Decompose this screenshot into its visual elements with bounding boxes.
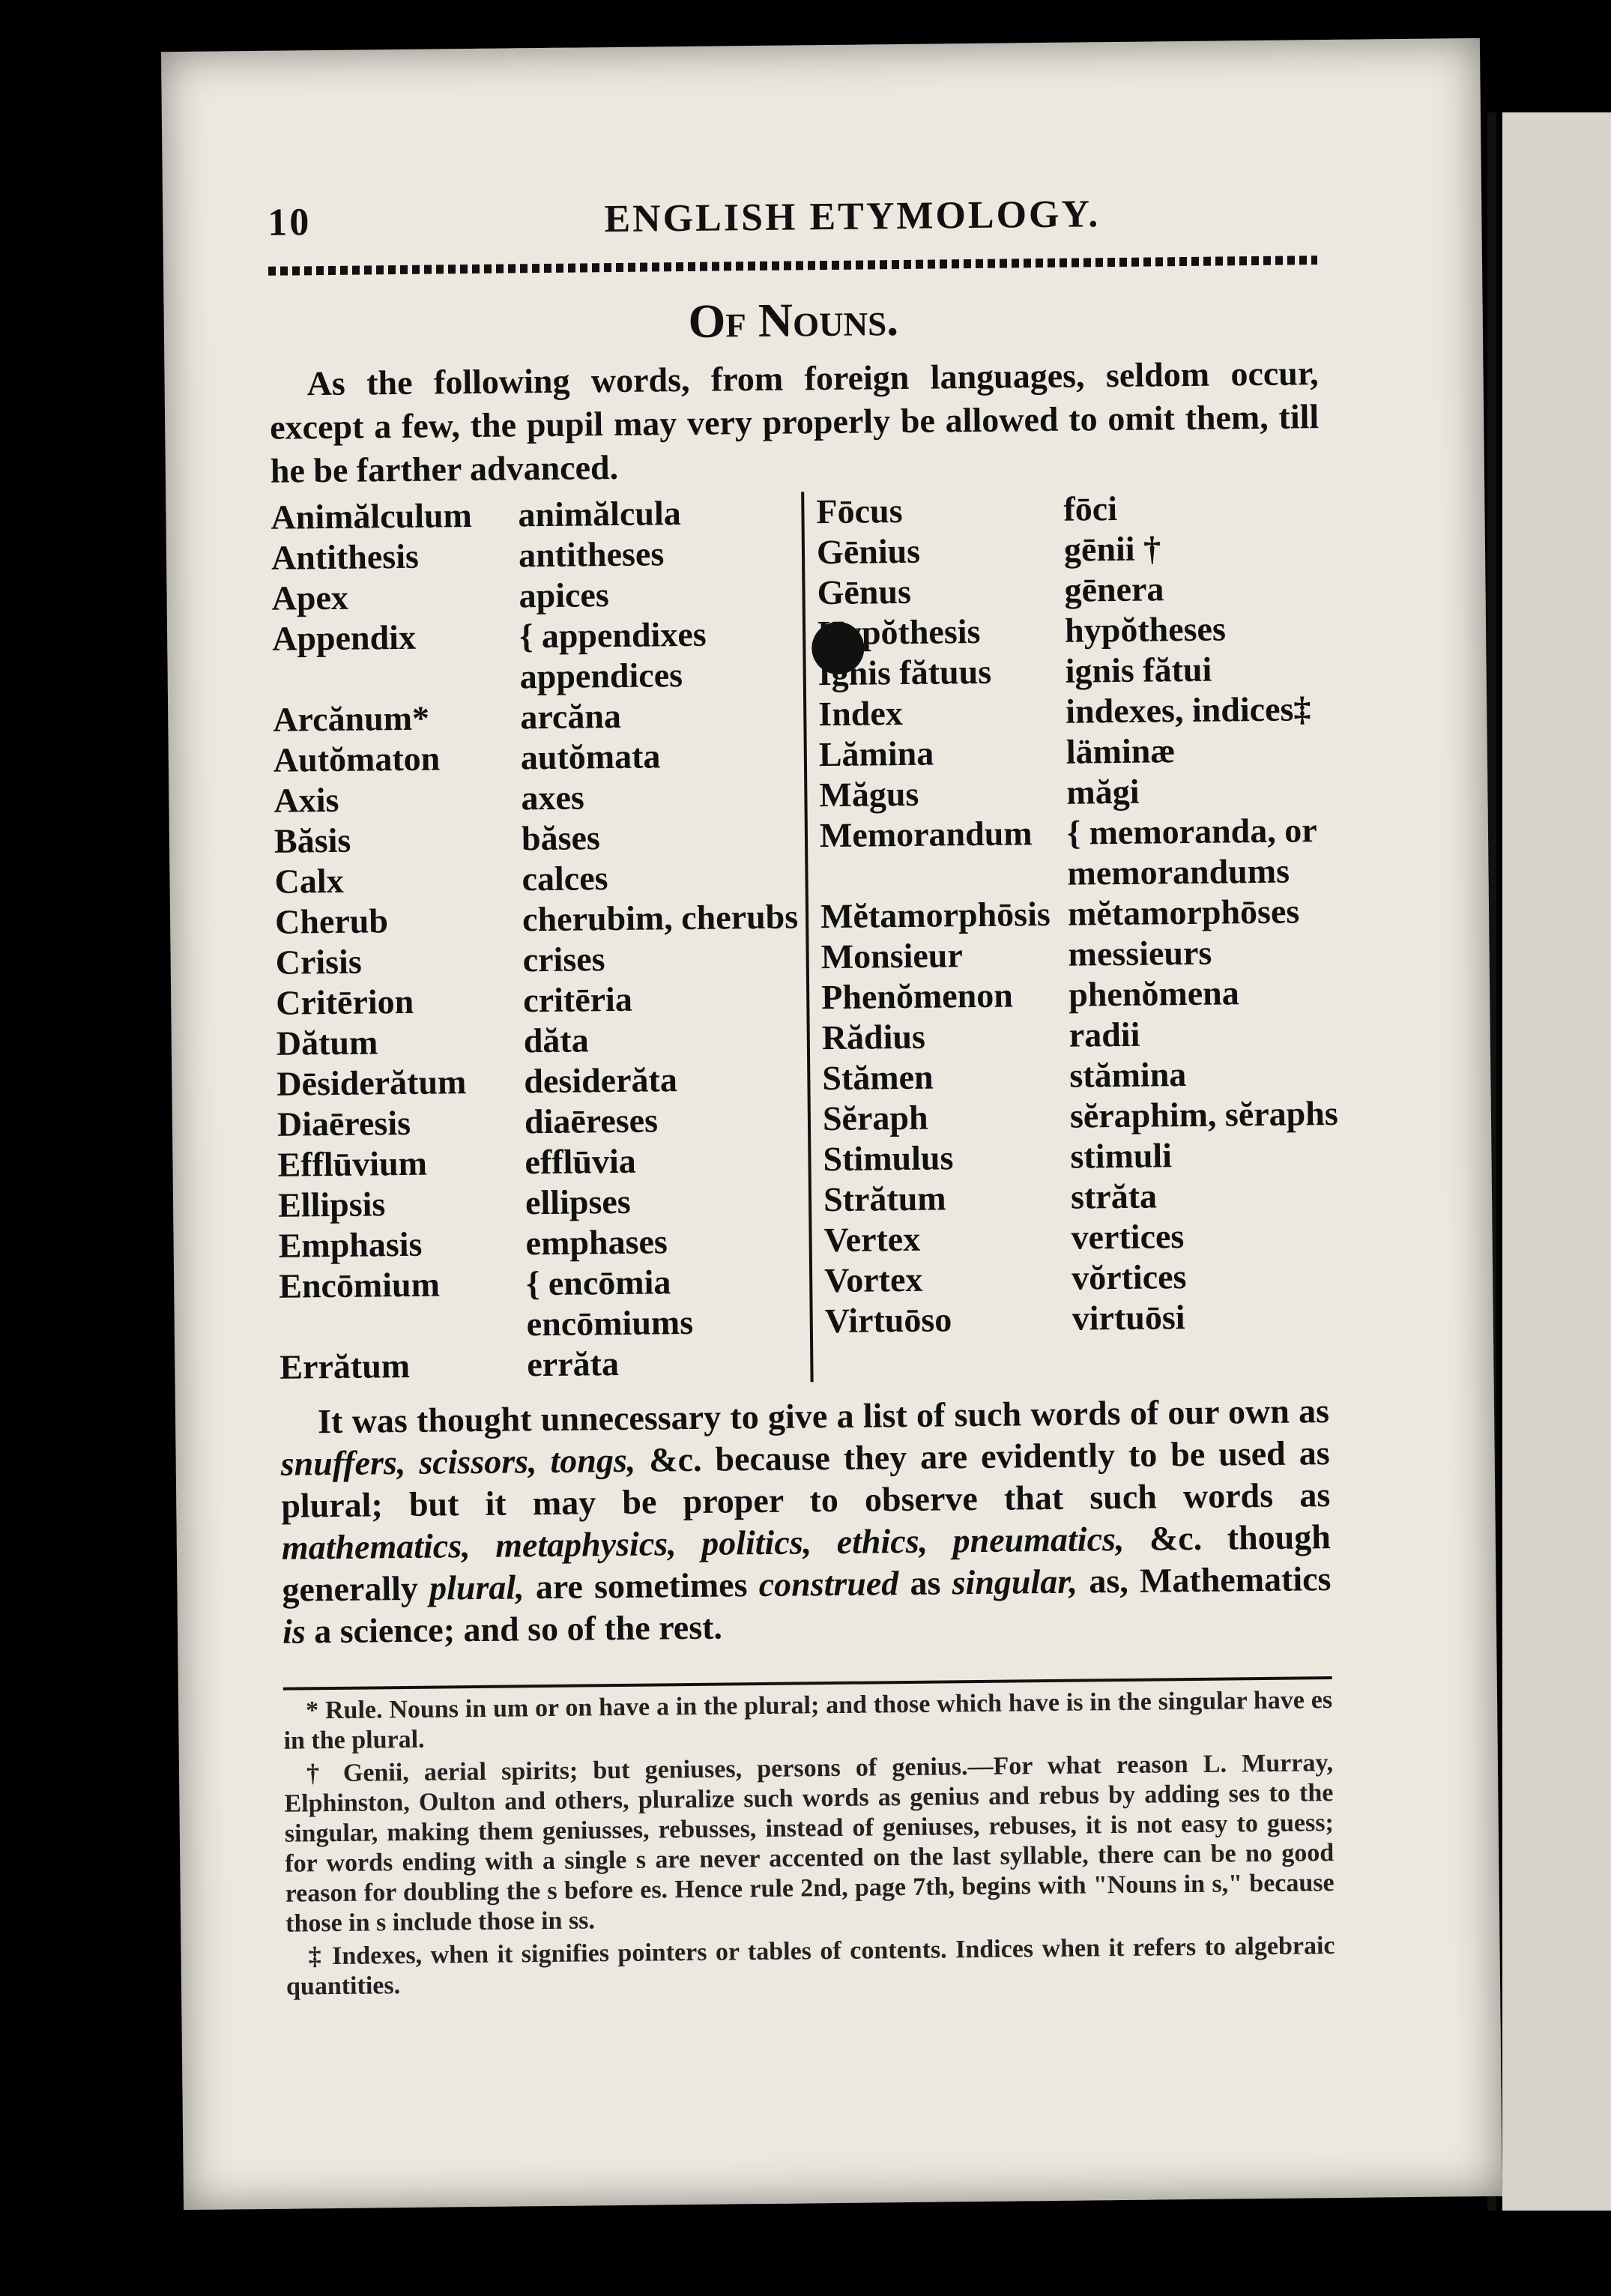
- left-column: [270, 492, 813, 1387]
- plural-form: stimuli: [1070, 1136, 1173, 1176]
- plural-form: vŏrtices: [1071, 1257, 1187, 1297]
- plural-form: antitheses: [518, 534, 665, 575]
- singular-form: [279, 1304, 528, 1347]
- word-row: [277, 1139, 801, 1185]
- plural-form: { appendixes: [519, 614, 707, 656]
- word-row: [820, 891, 1336, 937]
- plural-form: animălcula: [518, 494, 681, 534]
- singular-form: Sĕraph: [822, 1098, 928, 1138]
- footnotes: [283, 1685, 1335, 2002]
- para-text: are sometimes: [524, 1565, 759, 1607]
- word-row: [275, 896, 799, 942]
- word-row: [823, 1134, 1338, 1179]
- para-text: as, Mathematics: [1077, 1559, 1332, 1601]
- plural-form: fōci: [1063, 489, 1118, 528]
- word-table: [270, 486, 1338, 1388]
- singular-form: Cherub: [274, 901, 389, 941]
- word-row: [822, 1012, 1338, 1058]
- footnote-star: * Rule. Nouns in um or on have a in the plural; and those which have is in the singular have es in the plural.: [283, 1686, 1333, 1755]
- plural-form: stămina: [1069, 1055, 1187, 1095]
- plural-form: axes: [521, 778, 585, 818]
- word-row: [824, 1255, 1340, 1301]
- singular-form: Gēnus: [817, 572, 912, 612]
- singular-form: Emphasis: [278, 1224, 423, 1265]
- singular-form: Dēsiderătum: [276, 1063, 467, 1103]
- word-row: [279, 1341, 803, 1387]
- singular-form: Virtuōso: [824, 1300, 952, 1341]
- singular-form: Strătum: [823, 1179, 946, 1219]
- word-row: [276, 977, 800, 1023]
- singular-form: Antithesis: [270, 537, 420, 577]
- word-row: [817, 567, 1332, 613]
- word-row: [271, 573, 795, 618]
- plural-form: phenŏmena: [1068, 973, 1239, 1014]
- plural-form: vertices: [1071, 1217, 1185, 1257]
- para-italic: is: [282, 1612, 306, 1651]
- plural-form: hypŏtheses: [1064, 609, 1227, 650]
- plural-form: apices: [519, 575, 609, 615]
- word-row: [818, 689, 1334, 734]
- singular-form: Stimulus: [823, 1138, 954, 1179]
- singular-form: Phenŏmenon: [820, 976, 1014, 1017]
- plural-form: măgi: [1066, 772, 1140, 812]
- plural-form: străta: [1070, 1176, 1158, 1216]
- singular-form: Monsieur: [820, 936, 964, 976]
- plural-form: läminæ: [1066, 731, 1176, 771]
- plural-form: radii: [1069, 1015, 1140, 1054]
- singular-form: Critērion: [275, 982, 414, 1022]
- singular-form: Lămina: [818, 734, 934, 774]
- word-row: [279, 1260, 803, 1306]
- para-italic: construed: [758, 1564, 899, 1604]
- singular-form: Calx: [274, 861, 344, 901]
- plural-form: indexes, indices‡: [1065, 689, 1311, 731]
- para-text: &c. because they are evidently to be used as plural; but it may be proper to observe that such words as: [281, 1434, 1331, 1525]
- book-page: [161, 38, 1502, 2210]
- singular-form: Măgus: [819, 774, 919, 815]
- plural-form: efflūvia: [525, 1141, 636, 1182]
- word-row: [820, 931, 1336, 977]
- word-row: [275, 937, 799, 982]
- intro-paragraph: As the following words, from foreign languages, seldom occur, except a few, the pupil may very properly be allowed to omit them, till he be farther advanced.: [269, 354, 1320, 490]
- word-row: [820, 851, 1335, 896]
- word-row: [279, 1301, 803, 1347]
- plural-form: { memoranda, or: [1066, 811, 1317, 852]
- plural-form: memorandums: [1067, 851, 1290, 892]
- plural-form: critēria: [522, 979, 633, 1020]
- plural-form: appendices: [519, 656, 683, 696]
- footnote-dagger: † Genii, aerial spirits; but geniuses, persons of genius.—For what reason L. Murray, Elphinston, Oulton and others, pluralize such words as genius and rebus by adding ses to the singular, making them geniusses, rebusses, instead of geniuses, rebuses, it is not easy to guess; for words ending with a single s are never accented on the last syllable, there can be no good reason for doubling the s before es. Hence rule 2nd, page 7th, begins with "Nouns in s," because those in s include those in ss.: [284, 1749, 1335, 1938]
- plural-form: gēnera: [1064, 570, 1164, 609]
- word-row: [273, 775, 797, 821]
- word-row: [823, 1215, 1339, 1260]
- word-row: [821, 972, 1337, 1018]
- singular-form: Appendix: [271, 617, 417, 658]
- word-row: [822, 1053, 1338, 1099]
- para-text: a science; and so of the rest.: [305, 1607, 723, 1651]
- adjacent-page-edge: [1502, 112, 1611, 2211]
- plural-form: dăta: [523, 1021, 589, 1060]
- para-italic: singular,: [952, 1562, 1078, 1602]
- word-row: [272, 613, 796, 659]
- word-row: [819, 770, 1335, 815]
- plural-form: gēnii †: [1063, 529, 1161, 569]
- plural-form: sĕraphim, sĕraphs: [1069, 1093, 1338, 1135]
- word-row: [823, 1174, 1339, 1220]
- singular-form: Memorandum: [819, 814, 1033, 855]
- plural-form: virtuōsi: [1072, 1298, 1185, 1338]
- word-row: [271, 532, 795, 578]
- para-italic: plural,: [429, 1568, 525, 1607]
- plural-form: băses: [521, 818, 601, 858]
- right-column: [804, 486, 1341, 1382]
- singular-form: Autŏmaton: [273, 739, 441, 779]
- singular-form: Errătum: [279, 1346, 411, 1386]
- plural-form: arcăna: [520, 696, 622, 737]
- singular-form: Apex: [271, 578, 349, 617]
- para-text: as: [898, 1563, 952, 1603]
- singular-form: Vortex: [823, 1260, 923, 1300]
- word-row: [273, 734, 797, 780]
- singular-form: Efflūvium: [277, 1144, 428, 1184]
- word-row: [278, 1220, 802, 1266]
- para-text: It was thought unnecessary to give a list of such words of our own as: [317, 1392, 1330, 1441]
- running-head: [268, 190, 1317, 261]
- plural-form: cherubim, cherubs: [522, 897, 799, 939]
- plural-form: messieurs: [1068, 933, 1212, 973]
- plural-form: ignis fătui: [1065, 650, 1212, 690]
- plural-form: calces: [522, 859, 608, 898]
- word-row: [823, 1093, 1338, 1139]
- word-row: [276, 1058, 800, 1104]
- closing-paragraph: [280, 1390, 1332, 1653]
- word-row: [824, 1296, 1340, 1341]
- singular-form: Gēnius: [816, 531, 921, 572]
- plural-form: crises: [522, 940, 605, 979]
- page-number: 10: [268, 201, 312, 244]
- para-italic: mathematics, metaphysics, politics, ethics, pneumatics,: [281, 1519, 1125, 1567]
- singular-form: Index: [818, 693, 904, 734]
- singular-form: Mĕtamorphōsis: [820, 894, 1051, 936]
- word-row: [273, 694, 797, 740]
- singular-form: [272, 656, 520, 699]
- singular-form: Encōmium: [278, 1265, 441, 1305]
- singular-form: Ignis fătuus: [817, 652, 992, 693]
- singular-form: Stămen: [822, 1057, 934, 1098]
- plural-form: autŏmata: [520, 737, 661, 777]
- word-row: [274, 856, 798, 901]
- singular-form: [820, 854, 1068, 896]
- word-row: [278, 1179, 802, 1225]
- word-row: [817, 648, 1333, 694]
- singular-form: Vertex: [823, 1219, 921, 1260]
- running-title: ENGLISH ETYMOLOGY.: [604, 193, 1101, 241]
- word-row: [274, 815, 798, 861]
- para-italic: snuffers, scissors, tongs,: [280, 1440, 636, 1483]
- singular-form: Fōcus: [816, 491, 903, 531]
- word-row: [277, 1099, 801, 1144]
- para-text: &c. though generally: [282, 1517, 1332, 1609]
- singular-form: Animălculum: [270, 495, 473, 537]
- plural-form: encōmiums: [526, 1302, 694, 1344]
- word-row: [272, 653, 796, 699]
- plural-form: mĕtamorphōses: [1067, 892, 1300, 933]
- footnote-ddagger: ‡ Indexes, when it signifies pointers or tables of contents. Indices when it refers to algebraic quantities.: [285, 1932, 1335, 2001]
- plural-form: errăta: [527, 1344, 620, 1384]
- section-title: Of Nouns.: [688, 292, 899, 348]
- plural-form: diaēreses: [524, 1101, 659, 1141]
- singular-form: Dătum: [276, 1023, 378, 1063]
- singular-form: Crisis: [275, 942, 362, 982]
- plural-form: { encōmia: [525, 1263, 671, 1303]
- word-row: [270, 492, 794, 537]
- word-row: [817, 527, 1332, 573]
- singular-form: Hypŏthesis: [817, 611, 981, 653]
- plural-form: ellipses: [525, 1182, 631, 1222]
- singular-form: Băsis: [273, 821, 351, 860]
- word-row: [819, 729, 1335, 775]
- singular-form: Axis: [273, 780, 339, 820]
- singular-form: Diaēresis: [276, 1103, 411, 1144]
- plural-form: desiderăta: [524, 1060, 678, 1101]
- word-row: [820, 810, 1335, 856]
- word-row: [816, 486, 1332, 532]
- singular-form: Ellipsis: [277, 1185, 386, 1224]
- page-content: [268, 190, 1338, 2005]
- word-row: [276, 1018, 800, 1063]
- singular-form: Arcănum*: [273, 698, 430, 739]
- word-row: [817, 608, 1333, 653]
- singular-form: Rădius: [821, 1017, 926, 1057]
- plural-form: emphases: [525, 1222, 668, 1263]
